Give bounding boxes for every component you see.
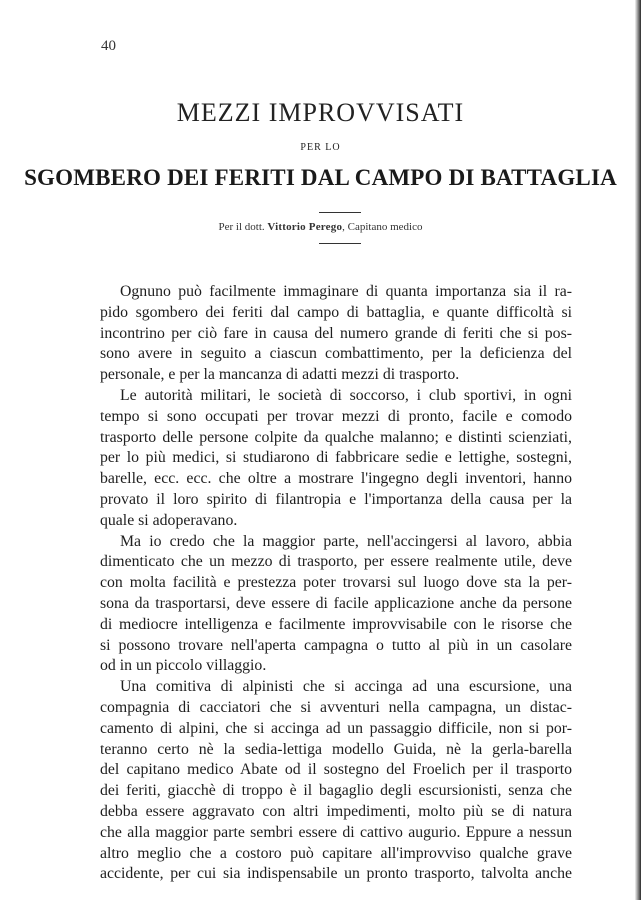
author-prefix: Per il dott.	[218, 221, 265, 233]
text-line: incontrino per ciò fare in causa del numero grande di feriti che si pos-	[100, 324, 572, 342]
body-text	[100, 282, 572, 885]
text-line: teranno certo nè la sedia-lettiga modello Guida, nè la gerla-barella	[100, 740, 572, 758]
divider-bottom	[319, 243, 361, 244]
text-line: di mediocre intelligenza e facilmente improvvisabile con le risorse che	[100, 615, 572, 633]
author-suffix: , Capitano medico	[342, 221, 423, 233]
text-line: accidente, per cui sia indispensabile un pronto trasporto, talvolta anche	[100, 865, 572, 883]
text-line: per lo più medici, si studiarono di fabbricare sedie e lettighe, sostegni,	[100, 449, 572, 467]
title-connector: PER LO	[300, 142, 341, 153]
text-line: del capitano medico Abate od il sostegno del Froelich per il trasporto	[100, 761, 572, 779]
page-edge-shadow	[635, 0, 641, 900]
text-line: sona da trasportarsi, deve essere di facile applicazione anche da persone	[100, 594, 572, 612]
text-line: si possono trovare nell'aperta campagna o tutto al più in un casolare	[100, 636, 572, 654]
text-line: personale, e per la mancanza di adatti mezzi di trasporto.	[100, 366, 460, 384]
text-line: compagnia di cacciatori che si avventuri nella campagna, un distac-	[100, 698, 572, 716]
text-line: tempo si sono occupati per trovar mezzi di pronto, facile e comodo	[100, 407, 572, 425]
text-line: trasporto delle persone colpite da qualche malanno; e distinti scienziati,	[100, 428, 572, 446]
text-line: dei feriti, giacchè di troppo è il bagaglio degli escursionisti, senza che	[100, 782, 572, 800]
text-line: pido sgombero dei feriti dal campo di battaglia, e quante difficoltà si	[100, 303, 572, 321]
text-line: quale si adoperavano.	[100, 511, 238, 529]
text-line: sono avere in seguito a ciascun combattimento, per la deficienza del	[100, 345, 572, 363]
text-line: od in un piccolo villaggio.	[100, 657, 267, 675]
text-line: dimenticato che un mezzo di trasporto, per essere realmente utile, deve	[100, 553, 572, 571]
author-line	[0, 221, 641, 233]
text-line: debba essere aggravato con altri impedimenti, molto più se di natura	[100, 802, 572, 820]
text-line: che alla maggior parte sembri essere di cattivo augurio. Eppure a nessun	[100, 823, 572, 841]
text-line: altro meglio che a costoro può capitare all'improvviso qualche grave	[100, 844, 572, 862]
text-line: Una comitiva di alpinisti che si accinga ad una escursione, una	[120, 678, 572, 696]
article-title: MEZZI IMPROVVISATI	[176, 98, 465, 127]
text-line: con molta facilità e prestezza poter trovarsi sul luogo dove sta la per-	[100, 574, 572, 592]
author-name: Vittorio Perego	[267, 221, 343, 233]
text-line: barelle, ecc. ecc. che oltre a mostrare l'ingegno degli inventori, hanno	[100, 470, 572, 488]
text-line: provato il loro spirito di filantropia e l'importanza della causa per la	[100, 490, 572, 508]
article-subtitle: SGOMBERO DEI FERITI DAL CAMPO DI BATTAGLIA	[24, 165, 617, 190]
text-line: Ognuno può facilmente immaginare di quanta importanza sia il ra-	[120, 283, 572, 300]
text-line: Le autorità militari, le società di soccorso, i club sportivi, in ogni	[120, 386, 572, 404]
text-line: camento di alpini, che si accinga ad un passaggio difficile, non si por-	[100, 719, 572, 737]
divider-top	[319, 212, 361, 213]
text-line: Ma io credo che la maggior parte, nell'accingersi al lavoro, abbia	[120, 532, 572, 550]
page-number: 40	[101, 38, 116, 54]
